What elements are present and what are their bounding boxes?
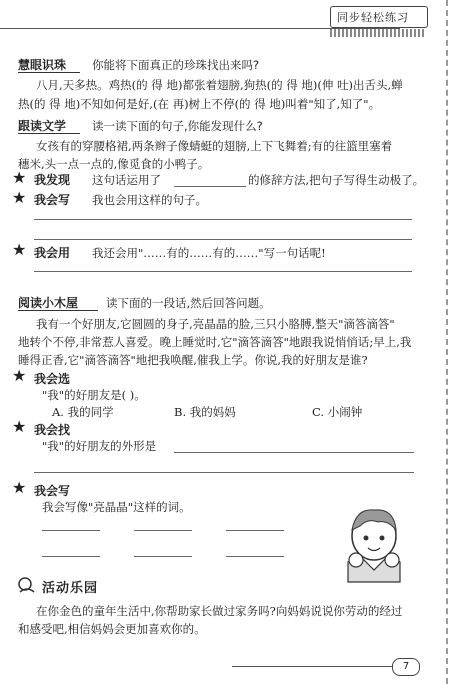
s4-line1: 在你金色的童年生活中,你帮助家长做过家务吗?向妈妈说说你劳动的经过 bbox=[36, 604, 403, 618]
use-text: 我还会用"……有的……有的……"写一句话呢! bbox=[92, 246, 326, 260]
s3-prompt: 读下面的一段话,然后回答问题。 bbox=[106, 296, 271, 310]
write-label-2: 我会写 bbox=[34, 484, 71, 498]
option-c[interactable]: C. 小闹钟 bbox=[312, 405, 363, 419]
star-icon: ★ bbox=[12, 366, 27, 385]
find-label-2: 我会找 bbox=[34, 423, 71, 437]
s2-line2: 穗米,头一点一点的,像觅食的小鸭子。 bbox=[18, 157, 210, 171]
s2-underline bbox=[18, 133, 80, 134]
page-number-badge bbox=[392, 658, 420, 676]
page-number: 7 bbox=[402, 661, 410, 672]
series-title: 同步轻松练习 bbox=[337, 11, 409, 24]
star-icon: ★ bbox=[12, 240, 27, 259]
badge-yuedu bbox=[18, 294, 78, 311]
answer-line[interactable] bbox=[34, 239, 412, 240]
s3-line3: 睡得正香,它"滴答滴答"地把我唤醒,催我上学。你说,我的好朋友是谁? bbox=[18, 353, 368, 367]
write-text: 我也会用这样的句子。 bbox=[92, 193, 207, 207]
header-stripe bbox=[330, 29, 426, 37]
badge-huiyan bbox=[18, 56, 66, 73]
choose-question: "我"的好朋友是( )。 bbox=[42, 388, 146, 402]
find-label: 我发现 bbox=[34, 173, 71, 187]
s2-line1: 女孩有的穿腰格裙,两条辫子像蜻蜓的翅膀,上下飞舞着;有的往篮里塞着 bbox=[36, 139, 393, 153]
write-question: 我会写像"亮晶晶"这样的词。 bbox=[42, 500, 191, 514]
s4-line2: 和感受吧,相信妈妈会更加喜欢你的。 bbox=[18, 622, 206, 636]
choose-label: 我会选 bbox=[34, 372, 71, 386]
badge-gendu-label: 跟读文学 bbox=[18, 119, 67, 133]
find-question: "我"的好朋友的外形是 bbox=[42, 439, 157, 453]
page-edge-dashes bbox=[446, 0, 448, 684]
badge-yuedu-label: 阅读小木屋 bbox=[18, 296, 79, 310]
star-icon: ★ bbox=[12, 478, 27, 497]
s2-prompt: 读一读下面的句子,你能发现什么? bbox=[92, 119, 263, 133]
option-b[interactable]: B. 我的妈妈 bbox=[174, 405, 236, 419]
s1-line1: 八月,天多热。鸡热(的 得 地)都张着翅膀,狗热(的 得 地)(伸 吐)出舌头,蝉 bbox=[36, 78, 403, 92]
s3-underline bbox=[18, 310, 98, 311]
write-label: 我会写 bbox=[34, 193, 71, 207]
answer-line[interactable] bbox=[34, 472, 414, 473]
activity-title bbox=[16, 574, 126, 598]
word-blank[interactable] bbox=[42, 530, 100, 531]
word-blank[interactable] bbox=[134, 530, 192, 531]
star-icon: ★ bbox=[12, 188, 27, 207]
word-blank[interactable] bbox=[226, 530, 284, 531]
s3-line2: 地转个不停,非常惹人喜爱。晚上睡觉时,它"滴答滴答"地跟我说悄悄话;早上,我 bbox=[18, 335, 412, 349]
footer-rule bbox=[232, 666, 392, 667]
badge-huiyan-label: 慧眼识珠 bbox=[18, 58, 67, 72]
word-blank[interactable] bbox=[226, 556, 284, 557]
use-label: 我会用 bbox=[34, 246, 71, 260]
s3-line1: 我有一个好朋友,它圆圆的身子,亮晶晶的脸,三只小胳膊,整天"滴答滴答" bbox=[36, 317, 395, 331]
s1-line2: 热(的 得 地)不知如何是好,(在 再)树上不停(的 得 地)叫着"知了,知了"。 bbox=[18, 97, 381, 111]
answer-line[interactable] bbox=[34, 271, 412, 272]
find-blank[interactable] bbox=[174, 186, 246, 187]
s1-underline bbox=[18, 72, 80, 73]
star-icon: ★ bbox=[12, 417, 27, 436]
find-text2: 的修辞方法,把句子写得生动极了。 bbox=[248, 173, 425, 187]
find-text: 这句话运用了 bbox=[92, 173, 161, 187]
badge-gendu bbox=[18, 117, 66, 134]
word-blank[interactable] bbox=[42, 556, 100, 557]
activity-doodle-icon bbox=[16, 574, 38, 596]
activity-title-text: 活动乐园 bbox=[42, 581, 99, 596]
s1-prompt: 你能将下面真正的珍珠找出来吗? bbox=[92, 58, 260, 72]
option-a[interactable]: A. 我的同学 bbox=[52, 405, 114, 419]
star-icon: ★ bbox=[12, 168, 27, 187]
answer-line[interactable] bbox=[34, 219, 412, 220]
word-blank[interactable] bbox=[134, 556, 192, 557]
cartoon-child-illustration bbox=[334, 498, 414, 584]
answer-line[interactable] bbox=[174, 452, 414, 453]
